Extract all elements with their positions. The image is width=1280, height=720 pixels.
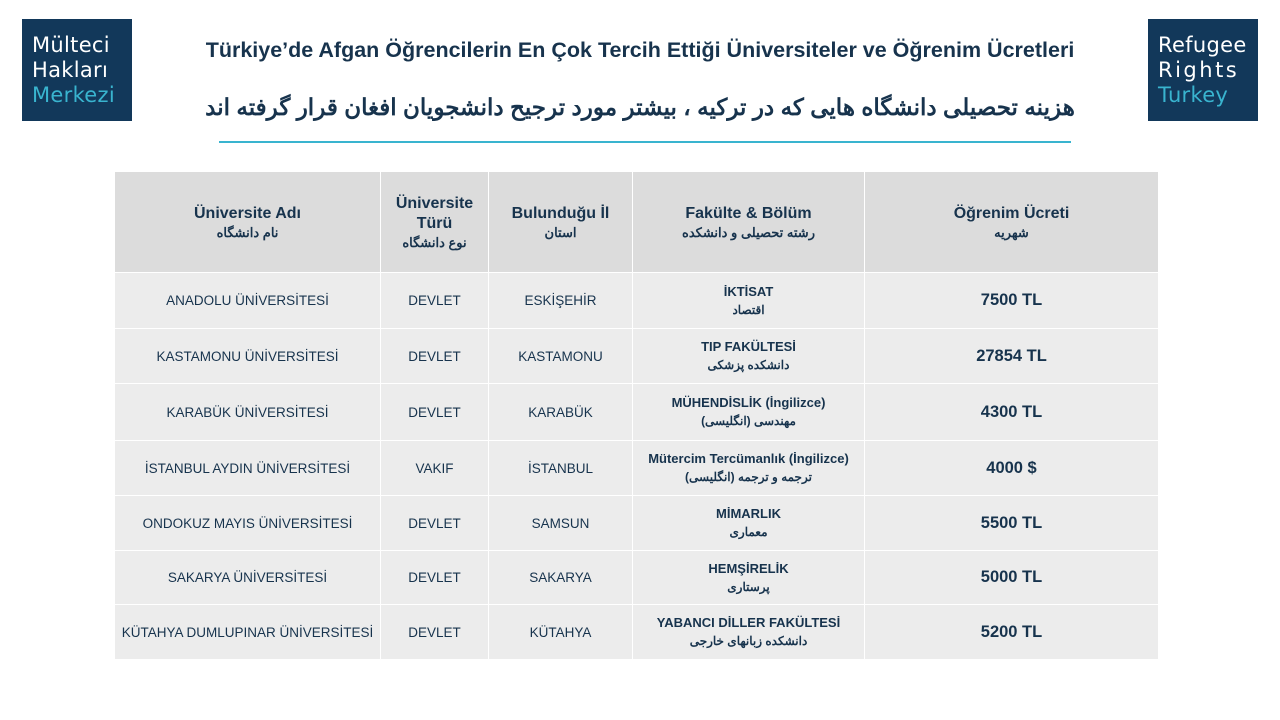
university-type: VAKIF — [381, 441, 489, 496]
tuition-fee: 7500 TL — [865, 273, 1159, 329]
faculty-cell — [633, 384, 865, 441]
faculty-cell — [633, 441, 865, 496]
faculty-fa: دانشکده پزشکی — [707, 358, 790, 372]
table-row — [115, 496, 1159, 551]
header-tuition-fee — [865, 172, 1159, 273]
faculty-cell — [633, 605, 865, 660]
logo-line-1: Mülteci — [32, 32, 110, 57]
header-label-fa: نوع دانشگاه — [402, 234, 467, 250]
header-university-name — [115, 172, 381, 273]
logo-line-3: Turkey — [1158, 82, 1229, 107]
university-type: DEVLET — [381, 496, 489, 551]
faculty-tr: Mütercim Tercümanlık (İngilizce) — [648, 451, 849, 466]
university-name: ANADOLU ÜNİVERSİTESİ — [115, 273, 381, 329]
header-university-type — [381, 172, 489, 273]
university-city: İSTANBUL — [489, 441, 633, 496]
title-divider — [219, 141, 1071, 143]
faculty-tr: TIP FAKÜLTESİ — [701, 339, 796, 354]
faculty-tr: YABANCI DİLLER FAKÜLTESİ — [656, 615, 841, 630]
tuition-fee: 27854 TL — [865, 329, 1159, 384]
tuition-fee: 5000 TL — [865, 551, 1159, 605]
title-turkish: Türkiye’de Afgan Öğrencilerin En Çok Tercih Ettiği Üniversiteler ve Öğrenim Ücretleri — [205, 38, 1075, 62]
table-row — [115, 605, 1159, 660]
header-label: Üniversite Türü — [395, 194, 474, 232]
header-label: Fakülte & Bölüm — [685, 204, 812, 222]
header-label-fa: نام دانشگاه — [216, 224, 279, 240]
university-city: SAMSUN — [489, 496, 633, 551]
header-label-fa: رشته تحصیلی و دانشکده — [682, 224, 815, 240]
header-label-fa: شهریه — [994, 224, 1029, 240]
university-name: KÜTAHYA DUMLUPINAR ÜNİVERSİTESİ — [115, 605, 381, 660]
faculty-tr: İKTİSAT — [723, 283, 774, 299]
faculty-fa: معماری — [729, 525, 768, 539]
logo-refugee-rights-turkey — [1148, 19, 1258, 121]
header-city — [489, 172, 633, 273]
logo-line-3: Merkezi — [32, 82, 115, 107]
logo-line-1: Refugee — [1158, 32, 1247, 57]
faculty-cell — [633, 273, 865, 329]
table-row — [115, 384, 1159, 441]
faculty-tr: MÜHENDİSLİK (İngilizce) — [671, 395, 826, 410]
faculty-cell — [633, 496, 865, 551]
university-name: ONDOKUZ MAYIS ÜNİVERSİTESİ — [115, 496, 381, 551]
university-city: KARABÜK — [489, 384, 633, 441]
university-type: DEVLET — [381, 273, 489, 329]
header-label: Öğrenim Ücreti — [953, 204, 1070, 222]
faculty-fa: پرستاری — [727, 579, 770, 594]
faculty-fa: ترجمه و ترجمه (انگلیسی) — [685, 470, 812, 484]
table-row — [115, 551, 1159, 605]
university-name: İSTANBUL AYDIN ÜNİVERSİTESİ — [115, 441, 381, 496]
header-label: Üniversite Adı — [194, 204, 301, 222]
university-city: KÜTAHYA — [489, 605, 633, 660]
tuition-fee: 4000 $ — [865, 441, 1159, 496]
faculty-tr: MİMARLIK — [716, 506, 781, 521]
table-header-row — [115, 172, 1159, 273]
tuition-fee: 5200 TL — [865, 605, 1159, 660]
university-type: DEVLET — [381, 551, 489, 605]
universities-table — [114, 171, 1159, 660]
table-row — [115, 329, 1159, 384]
university-name: KARABÜK ÜNİVERSİTESİ — [115, 384, 381, 441]
faculty-fa: اقتصاد — [732, 302, 765, 317]
university-name: SAKARYA ÜNİVERSİTESİ — [115, 551, 381, 605]
table-row — [115, 441, 1159, 496]
university-name: KASTAMONU ÜNİVERSİTESİ — [115, 329, 381, 384]
university-city: ESKİŞEHİR — [489, 273, 633, 329]
tuition-fee: 4300 TL — [865, 384, 1159, 441]
university-city: SAKARYA — [489, 551, 633, 605]
header-faculty — [633, 172, 865, 273]
university-type: DEVLET — [381, 384, 489, 441]
university-city: KASTAMONU — [489, 329, 633, 384]
faculty-fa: مهندسی (انگلیسی) — [701, 414, 796, 428]
logo-line-2: Hakları — [32, 57, 109, 82]
faculty-tr: HEMŞİRELİK — [708, 560, 789, 576]
table-row — [115, 273, 1159, 329]
faculty-cell — [633, 329, 865, 384]
faculty-cell — [633, 551, 865, 605]
university-type: DEVLET — [381, 329, 489, 384]
title-persian: هزینه تحصیلی دانشگاه هایی که در ترکیه ، بیشتر مورد ترجیح دانشجویان افغان قرار گرفته اند — [205, 94, 1075, 120]
header-label-fa: استان — [544, 224, 577, 240]
faculty-fa: دانشکده زبانهای خارجی — [689, 634, 808, 648]
university-type: DEVLET — [381, 605, 489, 660]
logo-multeci-haklari-merkezi — [22, 19, 132, 121]
header-label: Bulunduğu İl — [511, 204, 610, 222]
logo-line-2: Rights — [1158, 57, 1240, 82]
tuition-fee: 5500 TL — [865, 496, 1159, 551]
